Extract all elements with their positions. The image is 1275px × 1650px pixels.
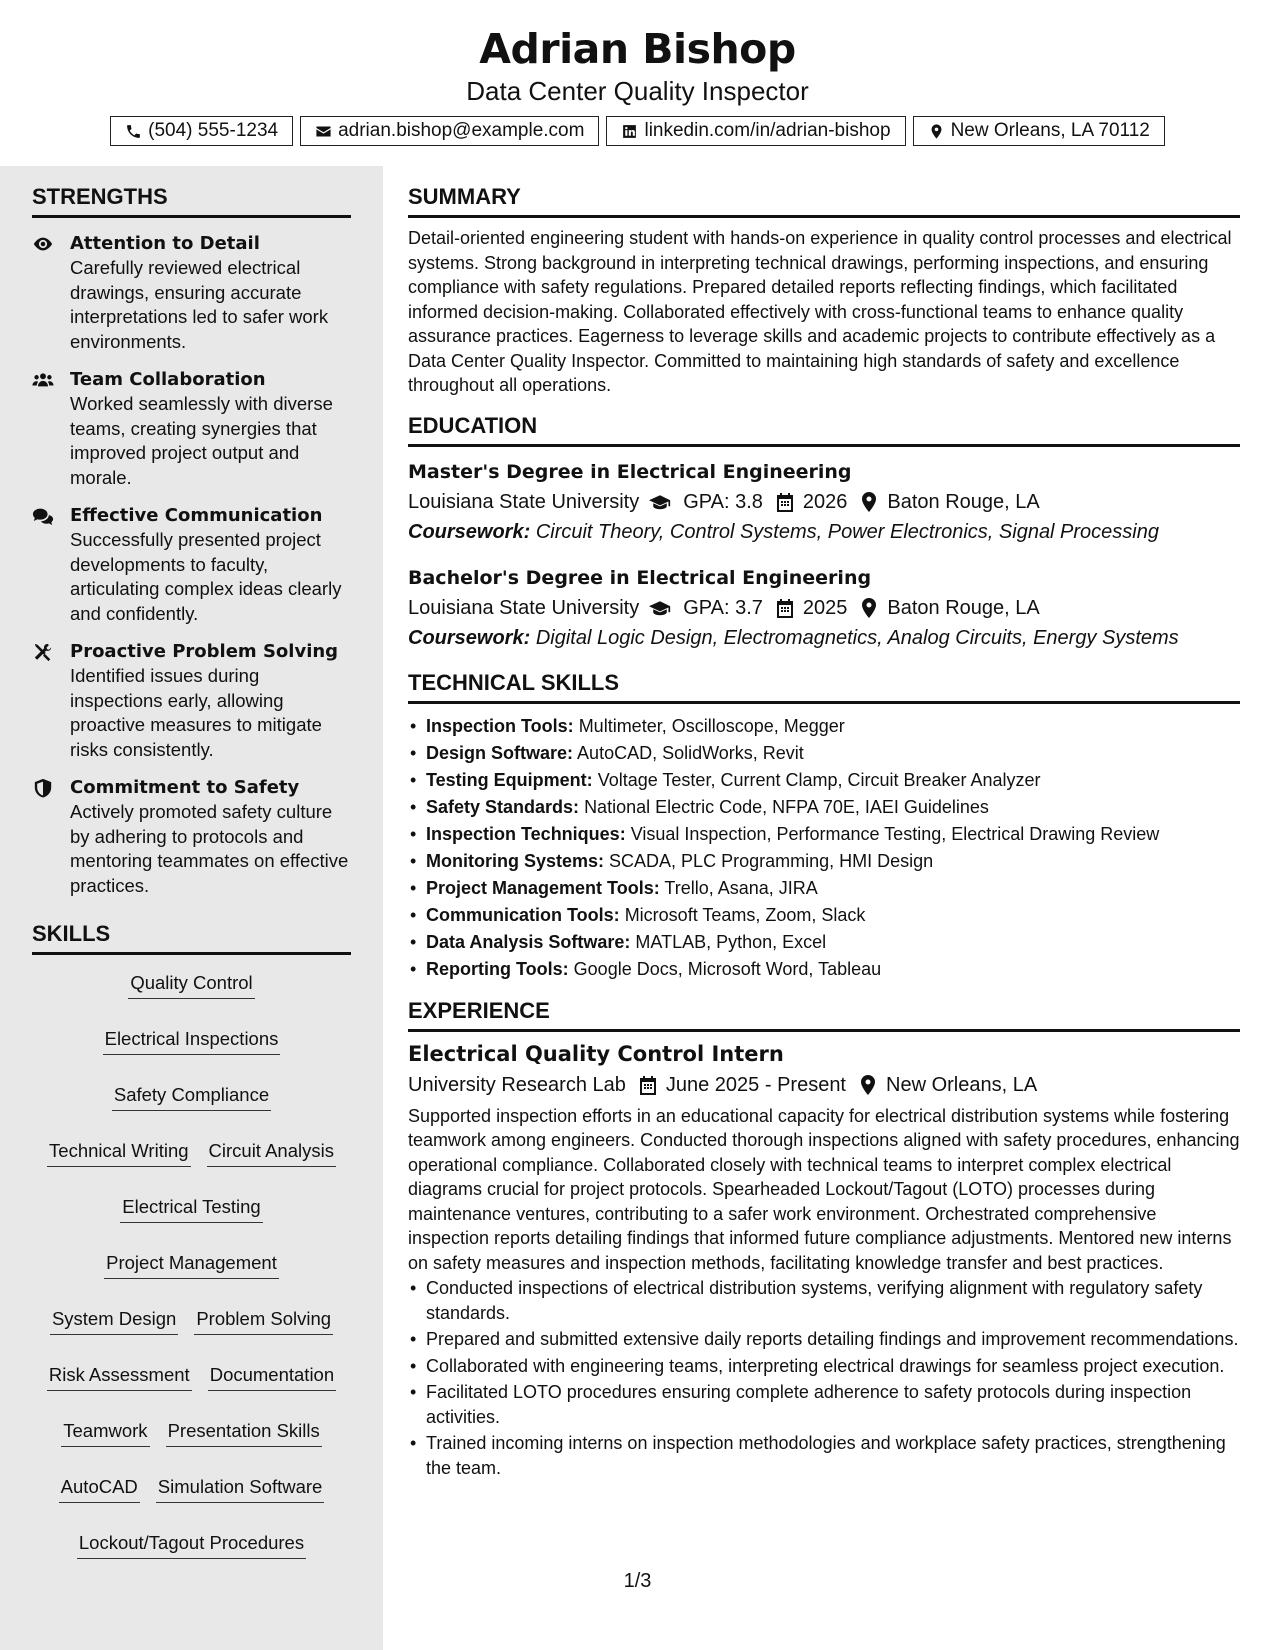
tech-skill-value: SCADA, PLC Programming, HMI Design (609, 850, 934, 871)
map-marker-icon (861, 598, 877, 618)
skills-list (32, 971, 351, 1559)
job-meta (408, 1070, 1240, 1100)
tech-skill-value: Google Docs, Microsoft Word, Tableau (573, 958, 882, 979)
skill-tag: Problem Solving (194, 1307, 333, 1335)
degree-name: Bachelor's Degree in Electrical Engineering (408, 566, 872, 589)
strength-item (32, 776, 351, 898)
strength-desc: Carefully reviewed electrical drawings, ensuring accurate interpretations led to safer work environments. (70, 257, 329, 352)
tech-skill-label: Data Analysis Software: (426, 931, 631, 952)
tech-skill-label: Testing Equipment: (426, 769, 593, 790)
education-entry (408, 565, 1240, 653)
tech-skill-label: Project Management Tools: (426, 877, 660, 898)
tech-skill-item (408, 740, 1240, 767)
contact-email[interactable] (300, 116, 599, 146)
tech-skill-value: Visual Inspection, Performance Testing, Electrical Drawing Review (630, 823, 1160, 844)
job-location: New Orleans, LA (886, 1073, 1038, 1096)
tech-skill-item (408, 794, 1240, 821)
strength-name: Attention to Detail (70, 233, 260, 254)
tech-skill-value: Microsoft Teams, Zoom, Slack (624, 904, 866, 925)
coursework-label: Coursework: (408, 520, 531, 543)
skill-tag: Electrical Inspections (103, 1027, 281, 1055)
map-marker-icon (928, 123, 945, 140)
school-name: Louisiana State University (408, 490, 640, 513)
skill-tag: Lockout/Tagout Procedures (77, 1531, 306, 1559)
contact-phone-text: (504) 555-1234 (148, 120, 279, 141)
skill-tag: Technical Writing (47, 1139, 191, 1167)
tech-skill-label: Reporting Tools: (426, 958, 569, 979)
graduation-year: 2026 (802, 490, 848, 513)
job-bullet: • Prepared and submitted extensive daily reports detailing findings and improvement recommendations. (408, 1327, 1240, 1352)
strength-item (32, 368, 351, 490)
map-marker-icon (860, 1075, 876, 1095)
summary-heading: SUMMARY (408, 183, 1240, 218)
degree-name: Master's Degree in Electrical Engineering (408, 460, 852, 483)
tech-skill-value: MATLAB, Python, Excel (635, 931, 827, 952)
main-content (408, 166, 1240, 1482)
education-meta (408, 593, 1240, 623)
strength-desc: Worked seamlessly with diverse teams, creating synergies that improved project output and morale. (70, 393, 333, 488)
tech-skill-item (408, 767, 1240, 794)
strength-name: Team Collaboration (70, 369, 266, 390)
skill-tag: AutoCAD (59, 1475, 140, 1503)
tech-skill-item (408, 821, 1240, 848)
job-dates: June 2025 - Present (665, 1073, 846, 1096)
tech-skill-label: Inspection Techniques: (426, 823, 626, 844)
experience-heading: EXPERIENCE (408, 997, 1240, 1032)
tech-skill-label: Safety Standards: (426, 796, 580, 817)
skill-tag: Risk Assessment (47, 1363, 192, 1391)
users-icon (32, 370, 54, 390)
job-organization: University Research Lab (408, 1073, 626, 1096)
gpa: GPA: 3.8 (683, 490, 763, 513)
tech-skill-item (408, 902, 1240, 929)
tech-skill-item (408, 929, 1240, 956)
calendar-icon (777, 598, 793, 618)
skill-tag: Electrical Testing (120, 1195, 262, 1223)
strength-name: Commitment to Safety (70, 777, 300, 798)
strength-item (32, 640, 351, 762)
strength-name: Proactive Problem Solving (70, 641, 339, 662)
tech-skill-item (408, 956, 1240, 983)
school-location: Baton Rouge, LA (887, 596, 1040, 619)
skill-tag: Teamwork (61, 1419, 149, 1447)
contact-location (913, 116, 1165, 146)
contact-linkedin-text: linkedin.com/in/adrian-bishop (644, 120, 891, 141)
summary-text: Detail-oriented engineering student with hands-on experience in quality control processes and electrical systems. Strong background in interpreting technical drawings, performing inspections, and ensuring compliance with safety regulations. Prepared detailed reports reflecting findings, which facilitated informed decision-making. Collaborated effectively with cross-functional teams to enhance quality assurance practices. Eagerness to leverage skills and academic projects to contribute effectively as a Data Center Quality Inspector. Committed to maintaining high standards of safety and excellence throughout all operations. (408, 228, 1232, 395)
skill-tag: Presentation Skills (166, 1419, 322, 1447)
eye-icon (32, 234, 54, 254)
tech-skill-label: Inspection Tools: (426, 715, 574, 736)
school-name: Louisiana State University (408, 596, 640, 619)
education-entry (408, 459, 1240, 547)
technical-skills-list (408, 713, 1240, 983)
strengths-heading: STRENGTHS (32, 183, 351, 218)
calendar-icon (640, 1075, 656, 1095)
phone-icon (125, 123, 142, 140)
job-bullets (408, 1276, 1240, 1480)
job-bullet: • Facilitated LOTO procedures ensuring complete adherence to safety protocols during inspection activities. (408, 1380, 1240, 1429)
contact-phone[interactable] (110, 116, 293, 146)
job-bullet: • Trained incoming interns on inspection methodologies and workplace safety practices, strengthening the team. (408, 1431, 1240, 1480)
coursework-list: Circuit Theory, Control Systems, Power Electronics, Signal Processing (535, 520, 1159, 543)
comments-icon (32, 506, 54, 526)
strength-desc: Identified issues during inspections early, allowing proactive measures to mitigate risks consistently. (70, 665, 322, 760)
strength-desc: Successfully presented project developments to faculty, articulating complex ideas clearly and confidently. (70, 529, 342, 624)
skills-heading: SKILLS (32, 920, 351, 955)
tech-skill-label: Design Software: (426, 742, 574, 763)
resume-header (0, 0, 1275, 166)
skill-tag: Project Management (104, 1251, 279, 1279)
coursework-label: Coursework: (408, 626, 531, 649)
tech-skill-value: Multimeter, Oscilloscope, Megger (578, 715, 845, 736)
graduation-year: 2025 (802, 596, 848, 619)
job-title-heading: Data Center Quality Inspector (466, 76, 809, 106)
job-bullet: • Collaborated with engineering teams, interpreting electrical drawings for seamless project execution. (408, 1354, 1240, 1379)
tech-skill-value: National Electric Code, NFPA 70E, IAEI Guidelines (584, 796, 989, 817)
coursework-list: Digital Logic Design, Electromagnetics, Analog Circuits, Energy Systems (535, 626, 1179, 649)
graduation-cap-icon (649, 492, 671, 512)
job-position: Electrical Quality Control Intern (408, 1041, 784, 1066)
tech-skill-item (408, 713, 1240, 740)
education-heading: EDUCATION (408, 412, 1240, 447)
candidate-name: Adrian Bishop (479, 25, 796, 73)
tech-skill-label: Communication Tools: (426, 904, 620, 925)
strength-name: Effective Communication (70, 505, 323, 526)
education-meta (408, 487, 1240, 517)
tech-skill-item (408, 875, 1240, 902)
skill-tag: Documentation (208, 1363, 336, 1391)
coursework (408, 623, 1240, 653)
job-bullet: • Conducted inspections of electrical distribution systems, verifying alignment with regulatory safety standards. (408, 1276, 1240, 1325)
tech-skill-item (408, 848, 1240, 875)
tech-skill-value: Voltage Tester, Current Clamp, Circuit Breaker Analyzer (597, 769, 1041, 790)
sidebar (0, 166, 383, 1650)
technical-skills-heading: TECHNICAL SKILLS (408, 669, 1240, 704)
skill-tag: Quality Control (128, 971, 254, 999)
skill-tag: Simulation Software (156, 1475, 325, 1503)
contact-linkedin[interactable] (606, 116, 905, 146)
graduation-cap-icon (649, 598, 671, 618)
coursework (408, 517, 1240, 547)
skill-tag: System Design (50, 1307, 178, 1335)
job-description: Supported inspection efforts in an educational capacity for electrical distribution systems while fostering teamwork among engineers. Conducted thorough inspections aligned with safety procedures, enhancing operational compliance. Collaborated closely with technical teams to interpret complex electrical diagrams crucial for project protocols. Spearheaded Lockout/Tagout (LOTO) processes during maintenance ventures, contributing to a safer work environment. Orchestrated comprehensive inspection reports detailing findings that informed future compliance adjustments. Mentored new interns on safety measures and inspection methods, facilitating knowledge transfer and best practices. (408, 1105, 1240, 1273)
shield-icon (32, 778, 54, 798)
contact-location-text: New Orleans, LA 70112 (950, 120, 1150, 141)
tech-skill-label: Monitoring Systems: (426, 850, 605, 871)
strength-desc: Actively promoted safety culture by adhering to protocols and mentoring teammates on effective practices. (70, 801, 349, 896)
contact-email-text: adrian.bishop@example.com (338, 120, 585, 141)
skill-tag: Circuit Analysis (207, 1139, 336, 1167)
gpa: GPA: 3.7 (683, 596, 763, 619)
page-number: 1/3 (623, 1570, 652, 1592)
skill-tag: Safety Compliance (112, 1083, 271, 1111)
calendar-icon (777, 492, 793, 512)
tech-skill-value: AutoCAD, SolidWorks, Revit (577, 742, 804, 763)
envelope-icon (315, 123, 332, 140)
strength-item (32, 232, 351, 354)
tech-skill-value: Trello, Asana, JIRA (664, 877, 818, 898)
linkedin-icon (621, 123, 638, 140)
contact-bar (0, 116, 1275, 146)
strength-item (32, 504, 351, 626)
tools-icon (32, 642, 54, 662)
map-marker-icon (861, 492, 877, 512)
school-location: Baton Rouge, LA (887, 490, 1040, 513)
